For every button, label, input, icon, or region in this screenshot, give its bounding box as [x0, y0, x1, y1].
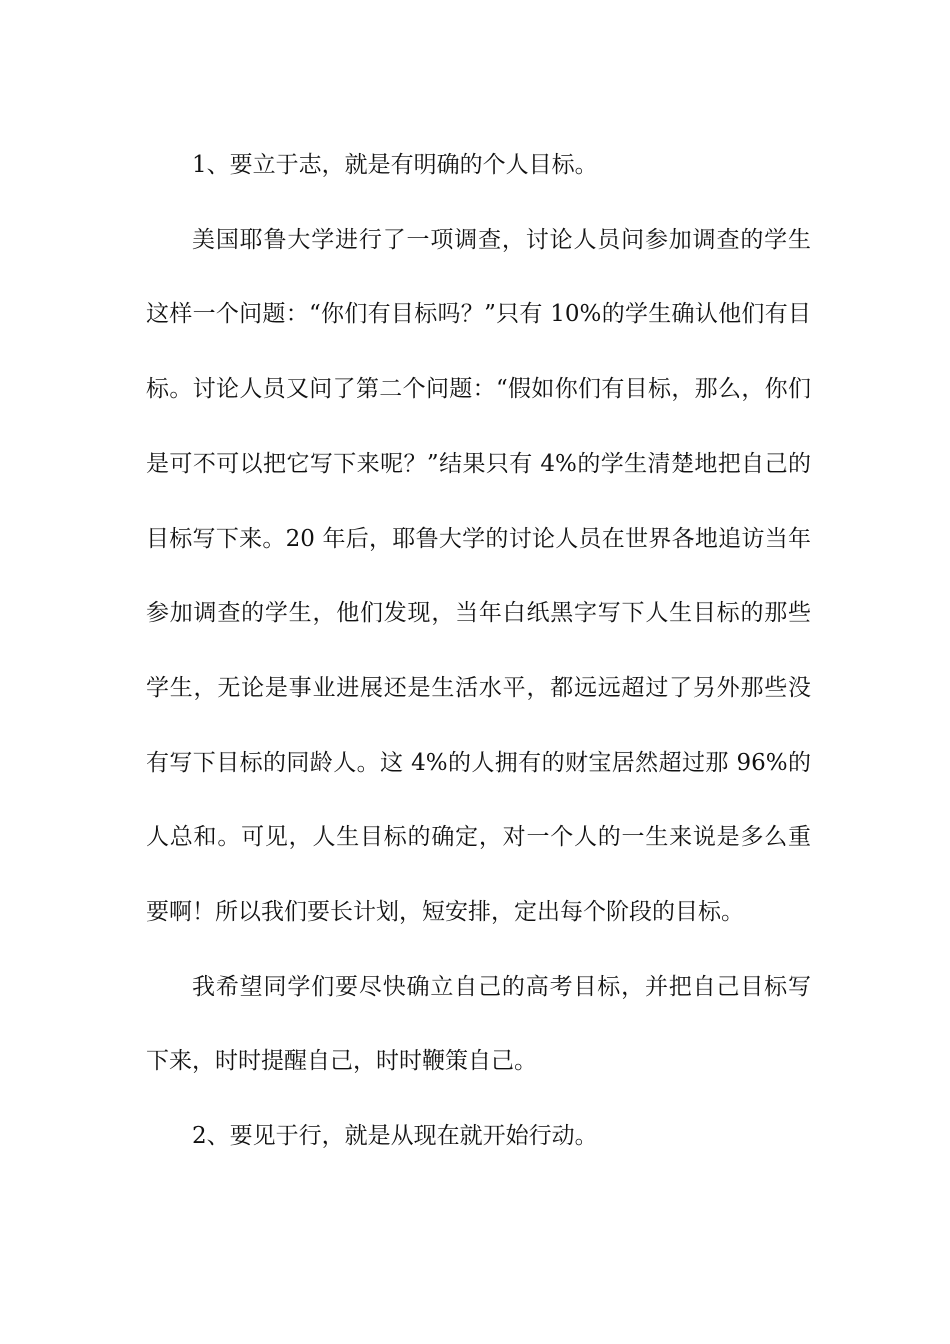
paragraph-yale-survey: 美国耶鲁大学进行了一项调查，讨论人员问参加调查的学生这样一个问题：“你们有目标吗？”只有 10%的学生确认他们有目标。讨论人员又问了第二个问题：“假如你们有目标，那么，你们是可不可以把它写下来呢？”结果只有 4%的学生清楚地把自己的目标写下来。20 年后，耶鲁大学的讨论人员在世界各地追访当年参加调查的学生，他们发现，当年白纸黑字写下人生目标的那些学生，无论是事业进展还是生活水平，都远远超过了另外那些没有写下目标的同龄人。这 4%的人拥有的财宝居然超过那 96%的人总和。可见，人生目标的确定，对一个人的一生来说是多么重要啊！所以我们要长计划，短安排，定出每个阶段的目标。	[146, 226, 811, 926]
heading-point-2: 2、要见于行，就是从现在就开始行动。	[192, 1123, 598, 1150]
paragraph-goal-advice: 我希望同学们要尽快确立自己的高考目标，并把自己目标写下来，时时提醒自己，时时鞭策自己。	[146, 973, 811, 1075]
heading-point-1: 1、要立于志，就是有明确的个人目标。	[192, 152, 598, 178]
document-body	[146, 128, 811, 1174]
